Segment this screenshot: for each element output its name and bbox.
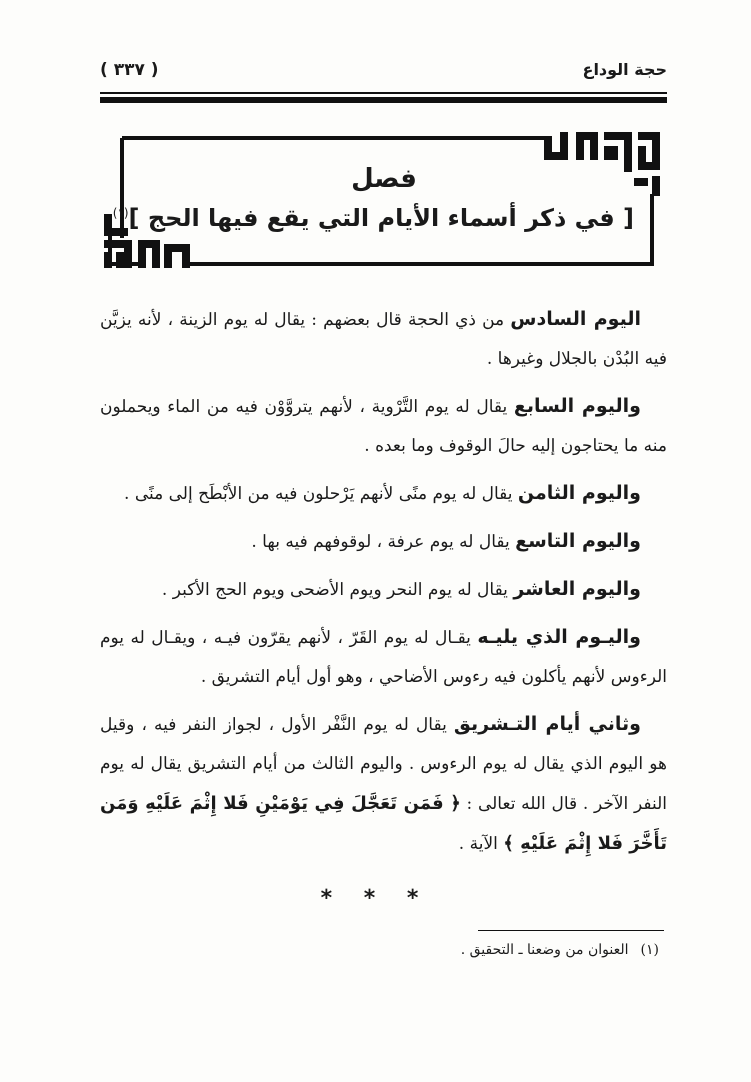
book-title: حجة الوداع [582,60,667,79]
paragraph-term: واليـوم الذي يليـه [477,626,641,648]
paragraph [100,387,667,466]
paragraph-term: واليوم التاسع [515,530,641,552]
paragraph [100,705,667,864]
page-number: ( ٣٣٧ ) [100,60,159,80]
paragraph-text: يقال له يوم التَّرْوية ، لأنهم يتروَّوْن فيه من الماء ويحملون منه ما يحتاجون إليه حالَ الوقوف وما بعده . [100,397,667,456]
paragraph-text: يقـال له يوم القَرّ ، لأنهم يقرّون فيـه ، ويقـال له يوم الرءوس لأنهم يأكلون فيه رءوس الأضاحي ، وهو أول أيام التشريق . [100,628,667,687]
header-rule-thin [100,92,667,94]
paragraph [100,474,667,514]
paragraph [100,618,667,697]
paragraph-term: وثاني أيام التـشريق [453,713,641,735]
paragraph-text: يقال له يوم النحر ويوم الأضحى ويوم الحج الأكبر . [161,580,514,600]
paragraph-term: اليوم السادس [510,308,641,330]
paragraph-text: يقال له يوم عرفة ، لوقوفهم فيه بها . [251,532,516,552]
paragraph-term: واليوم السابع [513,395,641,417]
section-subtitle-text: [ في ذكر أسماء الأيام التي يقع فيها الحج ] [128,204,634,232]
footnote [159,942,659,958]
subtitle-footnote-mark: (١) [112,206,129,220]
paragraph [100,300,667,379]
quran-verse: ﴿ فَمَن تَعَجَّلَ فِي يَوْمَيْنِ فَلا إِثْمَ عَلَيْهِ وَمَن تَأَخَّرَ فَلا إِثْمَ عَلَيْهِ ﴾ [100,793,667,854]
footnote-text: العنوان من وضعنا ـ التحقيق . [460,942,629,958]
paragraph-term: واليوم الثامن [517,482,641,504]
section-title: فصل [351,164,417,194]
paragraph-text: يقال له يوم منًى لأنهم يَرْحلون فيه من الأبْطَح إلى منًى . [124,484,518,504]
paragraph-text: من ذي الحجة قال بعضهم : يقال له يوم الزينة ، لأنه يزيَّن فيه البُدْن بالجلال وغيرها . [100,310,667,369]
section-subtitle [112,204,634,232]
paragraph-tail: الآية . [458,834,504,854]
header-rule-thick [100,97,667,103]
paragraph-text: يقال له يوم النَّفْر الأول ، لجواز النفر فيه ، وقيل هو اليوم الذي يقال له يوم الرءوس . واليوم الثالث من أيام التشريق يقال له يوم النفر الآخر . قال الله تعالى : [100,715,667,814]
paragraph [100,522,667,562]
ornamental-frame [104,128,664,268]
running-header [100,60,667,88]
paragraph-term: واليوم العاشر [513,578,641,600]
footnote-mark: (١) [640,942,659,958]
section-title-frame [104,128,664,268]
paragraph [100,570,667,610]
body-text [100,300,667,872]
footnote-rule [478,930,664,931]
section-separator: * * * [320,886,431,911]
